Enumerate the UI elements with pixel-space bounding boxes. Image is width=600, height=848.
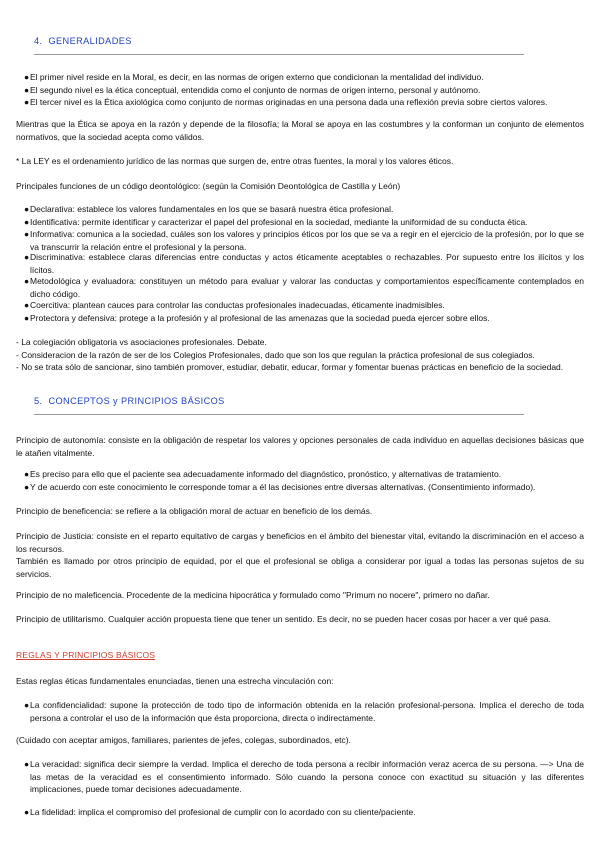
autonomia-bullet-2: ● Y de acuerdo con este conocimiento le corresponde tomar a él las decisiones entre diversas alternativas. (Consentimiento informado). [24, 481, 536, 492]
principio-no-maleficencia: Principio de no maleficencia. Procedente de la medicina hipocrática y formulado como "Primum no nocere", primero no dañar. [16, 590, 490, 600]
section-5-title [34, 396, 225, 406]
section-5-label: CONCEPTOS y PRINCIPIOS BÁSICOS [48, 396, 225, 406]
level-item-3: ● El tercer nivel es la Ética axiológica como conjunto de normas originadas en una persona dada una reflexión previa sobre ciertos valores. [24, 97, 548, 107]
level-item-2: ● El segundo nivel es la ética conceptual, entendida como el conjunto de normas de origen interno, personal y autónomo. [24, 84, 481, 95]
principio-autonomia: Principio de autonomía: consiste en la obligación de respetar los valores y opciones personales de cada individuo en aquellas decisiones básicas que le atañen vitalmente. [16, 435, 584, 458]
dash-colegios: - Consideracion de la razón de ser de los Colegios Profesionales, dado que son los que regulan la práctica profesional de sus colegiados. [16, 349, 535, 360]
etica-moral-paragraph: Mientras que la Ética se apoya en la razón y depende de la filosofía; la Moral se apoya en las costumbres y la conforman un conjunto de elementos normativos, que la sociedad acepta como válidos. [16, 119, 584, 142]
funcion-discriminativa: ● Discriminativa: establece claras diferencias entre conductas y actos éticamente aceptables o rechazables. Por supuesto entre los ilícitos y los lícitos. [24, 252, 584, 275]
funcion-protectora: ● Protectora y defensiva: protege a la profesión y al profesional de las amenazas que la sociedad pueda ejercer sobre ellos. [24, 312, 490, 323]
funciones-intro: Principales funciones de un código deontológico: (según la Comisión Deontológica de Castilla y León) [16, 181, 401, 191]
section-5-rule [34, 414, 524, 415]
section-4-rule [34, 54, 524, 55]
ley-note: * La LEY es el ordenamiento jurídico de las normas que surgen de, entre otras fuentes, la moral y los valores éticos. [16, 156, 454, 166]
section-5-number: 5. [34, 396, 43, 406]
dash-colegiacion: - La colegiación obligatoria vs asociaciones profesionales. Debate. [16, 337, 267, 347]
regla-veracidad: ● La veracidad: significa decir siempre la verdad. Implica el derecho de toda persona a recibir información veraz acerca de su persona. —> Una de las metas de la veracidad es el consentimiento informado. Sólo cuando la persona conoce con exactitud su situación y las diferentes implicaciones, puede tomar decisiones adecuadamente. [24, 759, 584, 794]
reglas-cuidado-note: (Cuidado con aceptar amigos, familiares, parientes de jefes, colegas, subordinados, etc). [16, 735, 351, 745]
funcion-metodologica: ● Metodológica y evaluadora: constituyen un método para evaluar y valorar las conductas y comportamientos específicamente contemplados en dicho código. [24, 276, 584, 299]
funcion-coercitiva: ● Coercitiva: plantean cauces para controlar las conductas profesionales inadecuadas, éticamente inadmisibles. [24, 300, 445, 310]
dash-sancionar: - No se trata sólo de sancionar, sino también promover, estudiar, debatir, educar, formar y fomentar buenas prácticas en beneficio de la sociedad. [16, 362, 564, 372]
section-4-label: GENERALIDADES [48, 36, 132, 46]
funcion-declarativa: ● Declarativa: establece los valores fundamentales en los que se basará nuestra ética profesional. [24, 204, 394, 214]
autonomia-bullet-1: ● Es preciso para ello que el paciente sea adecuadamente informado del diagnóstico, pronóstico, y alternativas de tratamiento. [24, 469, 502, 479]
level-item-1: ● El primer nivel reside en la Moral, es decir, en las normas de origen externo que condicionan la mentalidad del individuo. [24, 72, 484, 82]
principio-beneficencia: Principio de beneficencia: se refiere a la obligación moral de actuar en beneficio de los demás. [16, 506, 373, 516]
reglas-intro: Estas reglas éticas fundamentales enunciadas, tienen una estrecha vinculación con: [16, 676, 334, 686]
section-4-title [34, 36, 132, 46]
funcion-informativa: ● Informativa: comunica a la sociedad, cuáles son los valores y principios éticos por los que se va a regir en el ejercicio de la profesión, por lo que se va transcurrir la relación entre el profesional y la persona. [24, 229, 584, 252]
principio-equidad: También es llamado por otros principio de equidad, por el que el profesional se obliga a considerar por igual a todas las personas sujetos de su servicios. [16, 556, 584, 579]
principio-utilitarismo: Principio de utilitarismo. Cualquier acción propuesta tiene que tener un sentido. Es decir, no se pueden hacer cosas por hacer a ver qué pasa. [16, 614, 551, 624]
reglas-heading: REGLAS Y PRINCIPIOS BÁSICOS [16, 650, 156, 660]
regla-fidelidad: ● La fidelidad: implica el compromiso del profesional de cumplir con lo acordado con su cliente/paciente. [24, 807, 416, 817]
funcion-identificativa: ● Identificativa: permite identificar y caracterizar el papel del profesional en la sociedad, mediante la uniformidad de su conducta ética. [24, 216, 528, 227]
principio-justicia: Principio de Justicia: consiste en el reparto equitativo de cargas y beneficios en el ámbito del bienestar vital, evitando la discriminación en el acceso a los recursos. [16, 531, 584, 554]
section-4-number: 4. [34, 36, 43, 46]
regla-confidencialidad: ● La confidencialidad: supone la protección de todo tipo de información obtenida en la relación profesional-persona. Implica el derecho de toda persona a controlar el uso de la información que ésta proporciona, directa o indirectamente. [24, 700, 584, 723]
